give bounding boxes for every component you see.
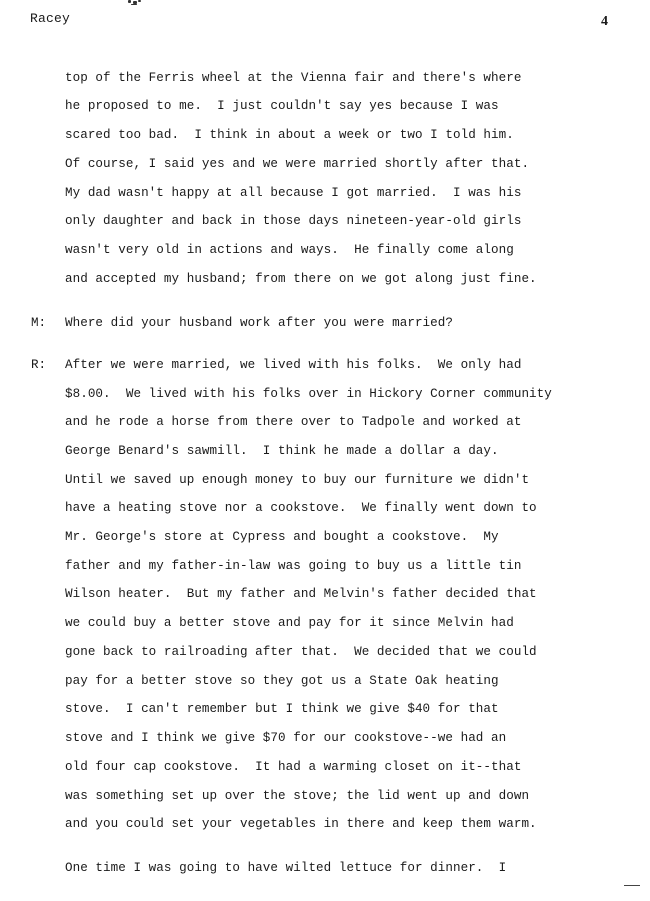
text-line: only daughter and back in those days nineteen-year-old girls <box>65 214 522 228</box>
text-line: Mr. George's store at Cypress and bought a cookstove. My <box>65 530 499 544</box>
scan-mark <box>128 0 142 6</box>
text-line: and accepted my husband; from there on we got along just fine. <box>65 272 537 286</box>
text-line: we could buy a better stove and pay for it since Melvin had <box>65 616 514 630</box>
text-line: pay for a better stove so they got us a State Oak heating <box>65 674 499 688</box>
text-line: Where did your husband work after you were married? <box>65 316 453 330</box>
text-line: top of the Ferris wheel at the Vienna fair and there's where <box>65 71 522 85</box>
scan-edge-mark <box>624 885 640 886</box>
text-line: My dad wasn't happy at all because I got married. I was his <box>65 186 522 200</box>
page-number: 4 <box>601 14 608 29</box>
text-line: gone back to railroading after that. We decided that we could <box>65 645 537 659</box>
text-line: old four cap cookstove. It had a warming closet on it--that <box>65 760 522 774</box>
text-line: After we were married, we lived with his folks. We only had <box>65 358 522 372</box>
speaker-label: M: <box>31 316 47 330</box>
text-line: and he rode a horse from there over to Tadpole and worked at <box>65 415 522 429</box>
text-line: scared too bad. I think in about a week or two I told him. <box>65 128 514 142</box>
text-line: father and my father-in-law was going to buy us a little tin <box>65 559 522 573</box>
text-line: One time I was going to have wilted lettuce for dinner. I <box>65 861 507 875</box>
text-line: George Benard's sawmill. I think he made a dollar a day. <box>65 444 499 458</box>
speaker-label: R: <box>31 358 47 372</box>
text-line: $8.00. We lived with his folks over in Hickory Corner community <box>65 387 552 401</box>
text-line: and you could set your vegetables in there and keep them warm. <box>65 817 537 831</box>
text-line: was something set up over the stove; the lid went up and down <box>65 789 530 803</box>
text-line: Of course, I said yes and we were married shortly after that. <box>65 157 530 171</box>
text-line: stove and I think we give $70 for our cookstove--we had an <box>65 731 507 745</box>
text-line: Wilson heater. But my father and Melvin's father decided that <box>65 587 537 601</box>
text-line: he proposed to me. I just couldn't say yes because I was <box>65 99 499 113</box>
text-line: wasn't very old in actions and ways. He finally come along <box>65 243 514 257</box>
text-line: Until we saved up enough money to buy our furniture we didn't <box>65 473 530 487</box>
text-line: stove. I can't remember but I think we give $40 for that <box>65 702 499 716</box>
text-line: have a heating stove nor a cookstove. We finally went down to <box>65 501 537 515</box>
header-name: Racey <box>30 11 71 26</box>
